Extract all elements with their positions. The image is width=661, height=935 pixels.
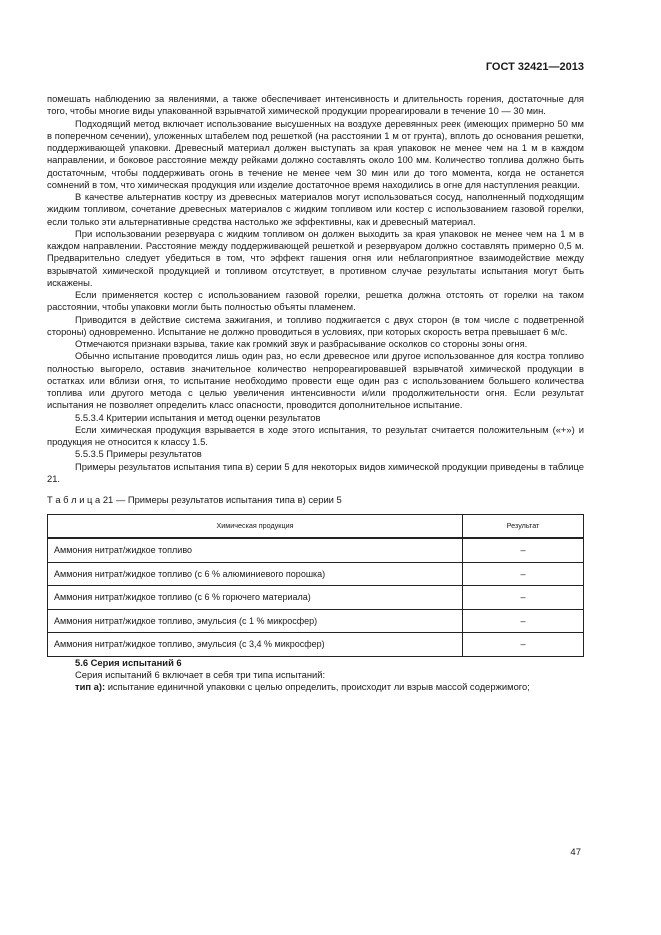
- page-number: 47: [570, 847, 581, 858]
- table-row: [48, 586, 584, 610]
- section-title: 5.6 Серия испытаний 6: [75, 656, 182, 668]
- table-header-row: [48, 515, 584, 539]
- list-item-text: испытание единичной упаковки с целью определить, происходит ли взрыв массой содержимого;: [105, 681, 530, 692]
- result-cell: –: [463, 562, 584, 586]
- column-header-product: Химическая продукция: [48, 515, 463, 539]
- table-caption-lead: Т а б л и ц а 21: [47, 494, 114, 505]
- table-caption: [47, 494, 584, 506]
- result-cell: –: [463, 633, 584, 657]
- table-row: [48, 562, 584, 586]
- paragraph: При использовании резервуара с жидким топливом он должен выходить за края упаковок не менее чем на 1 м в каждом направлении. Расстояние между поддерживающей решеткой и резервуаром должно составлять примерно 0,5 м. Предварительно следует убедиться в том, что эффект гашения огня или неблагоприятное взаимодействие между взрывчатой химической продукцией и топливом отсутствует, в противном случае результаты испытания могут быть искажены.: [47, 227, 584, 288]
- paragraph: Приводится в действие система зажигания, и топливо поджигается с двух сторон (в том числе с подветренной стороны) одновременно. Испытание не должно проводиться в условиях, при которых скорость ветра превышает 6 м/с.: [47, 313, 584, 337]
- result-cell: –: [463, 586, 584, 610]
- product-cell: Аммония нитрат/жидкое топливо, эмульсия (с 3,4 % микросфер): [48, 633, 463, 657]
- paragraph: Примеры результатов испытания типа в) серии 5 для некоторых видов химической продукции приведены в таблице 21.: [47, 460, 584, 484]
- list-item: [47, 681, 584, 693]
- results-table: [47, 514, 584, 657]
- list-item-lead: тип а):: [75, 681, 106, 692]
- subsection-heading: 5.5.3.4 Критерии испытания и метод оценки результатов: [75, 411, 321, 423]
- product-cell: Аммония нитрат/жидкое топливо (с 6 % алюминиевого порошка): [48, 562, 463, 586]
- table-caption-text: — Примеры результатов испытания типа в) серии 5: [113, 494, 342, 505]
- table-row: [48, 633, 584, 657]
- paragraph: Серия испытаний 6 включает в себя три типа испытаний:: [75, 668, 326, 680]
- standard-header: ГОСТ 32421—2013: [485, 61, 584, 73]
- column-header-result: Результат: [463, 515, 584, 539]
- paragraph: Обычно испытание проводится лишь один раз, но если древесное или другое использованное для костра топливо полностью выгорело, оставив значительное количество непрореагировавшей взрывчатой химической продукции в остатках или вблизи огня, то испытание необходимо провести еще один раз с использованием большего количества топлива или другого метода с целью увеличения интенсивности и/или продолжительности огня. Если результат испытания не позволяет определить класс опасности, проводится дополнительное испытание.: [47, 350, 584, 411]
- paragraph: помешать наблюдению за явлениями, а также обеспечивает интенсивность и длительность горения, достаточные для того, чтобы многие виды упакованной взрывчатой химической продукции прореагировали в течение 10 — 30 мин.: [47, 93, 584, 117]
- product-cell: Аммония нитрат/жидкое топливо (с 6 % горючего материала): [48, 586, 463, 610]
- paragraph: Подходящий метод включает использование высушенных на воздухе деревянных реек (имеющих примерно 50 мм в поперечном сечении), уложенных штабелем под решеткой (на расстоянии 1 м от грунта), вплоть до основания решетки, поддерживающей упаковки. Древесный материал должен выступать за края упаковок не менее чем на 1 м в каждом направлении, и боковое расстояние между рейками должно составлять около 100 мм. Количество топлива должно быть достаточным, чтобы поддерживать огонь в течение не менее чем 30 мин или до того момента, когда не останется сомнений в том, что химическая продукция или изделие достаточное время находились в огне для наступления реакции.: [47, 117, 584, 190]
- result-cell: –: [463, 538, 584, 562]
- table-row: [48, 609, 584, 633]
- page-body: [47, 93, 584, 693]
- paragraph: В качестве альтернатив костру из древесных материалов могут использоваться сосуд, наполненный подходящим жидким топливом, сочетание древесных материалов с жидким топливом или костер с использованием газовой горелки, если только эти альтернативные средства настолько же эффективны, как и древесный материал.: [47, 191, 584, 227]
- product-cell: Аммония нитрат/жидкое топливо, эмульсия (с 1 % микросфер): [48, 609, 463, 633]
- product-cell: Аммония нитрат/жидкое топливо: [48, 538, 463, 562]
- result-cell: –: [463, 609, 584, 633]
- subsection-heading: 5.5.3.5 Примеры результатов: [75, 448, 202, 460]
- table-row: [48, 538, 584, 562]
- paragraph: Если химическая продукция взрывается в ходе этого испытания, то результат считается положительным («+») и продукция не относится к классу 1.5.: [47, 423, 584, 447]
- paragraph: Если применяется костер с использованием газовой горелки, решетка должна отстоять от горелки на таком расстоянии, чтобы упаковки могли быть полностью объяты пламенем.: [47, 289, 584, 313]
- paragraph: Отмечаются признаки взрыва, такие как громкий звук и разбрасывание осколков со стороны зоны огня.: [75, 338, 528, 349]
